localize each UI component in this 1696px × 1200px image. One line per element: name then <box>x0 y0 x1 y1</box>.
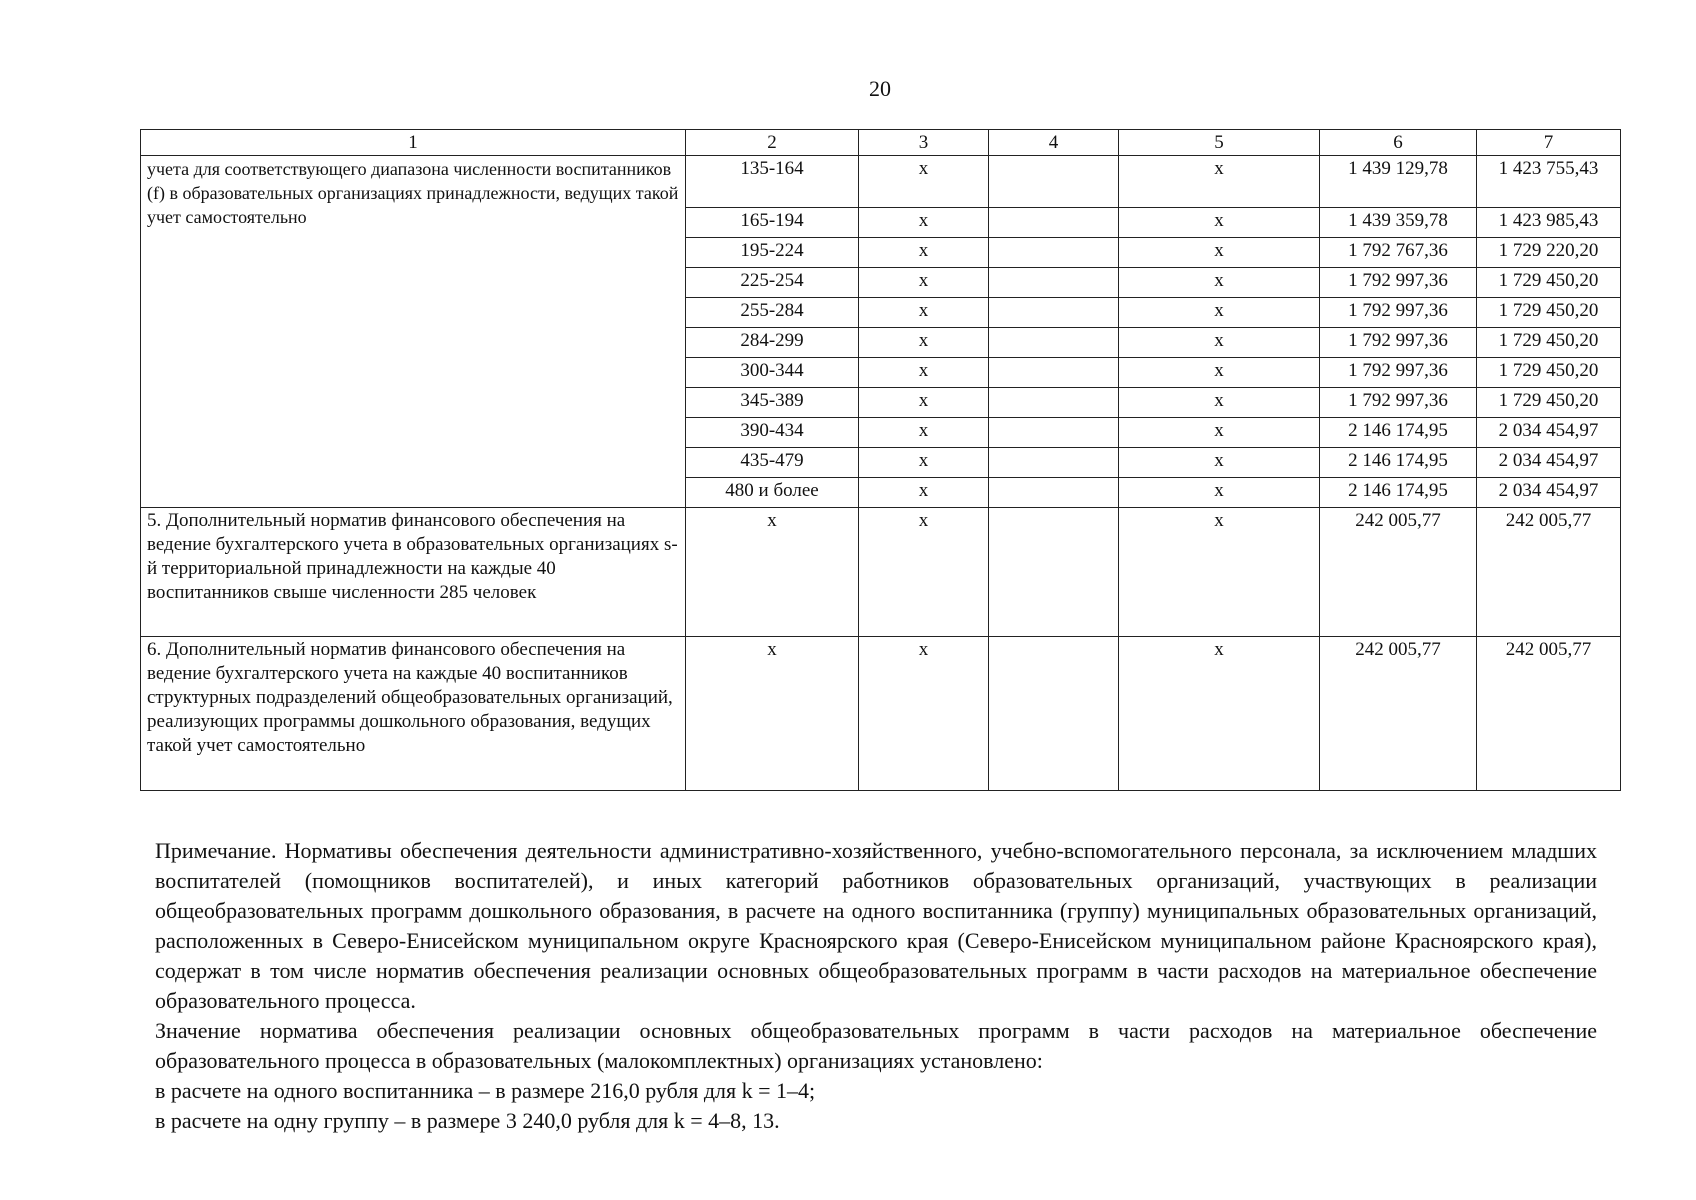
range-cell: 165-194 <box>686 208 859 238</box>
cell-col6: 2 146 174,95 <box>1320 418 1477 448</box>
cell-col7: 2 034 454,97 <box>1477 478 1621 508</box>
cell-col5: x <box>1119 268 1320 298</box>
range-cell: 135-164 <box>686 156 859 208</box>
cell-col6: 1 439 359,78 <box>1320 208 1477 238</box>
cell-col3: x <box>859 238 989 268</box>
cell-col4 <box>989 238 1119 268</box>
col-header-5: 5 <box>1119 130 1320 156</box>
range-cell: 480 и более <box>686 478 859 508</box>
cell-col7: 1 729 450,20 <box>1477 328 1621 358</box>
table-row-6 <box>141 637 1621 791</box>
cell-col7: 1 729 450,20 <box>1477 358 1621 388</box>
cell-col5: x <box>1119 238 1320 268</box>
range-cell: 255-284 <box>686 298 859 328</box>
cell-col5: x <box>1119 448 1320 478</box>
note-line: в расчете на одного воспитанника – в размере 216,0 рубля для k = 1–4; <box>155 1078 816 1103</box>
page-number: 20 <box>869 76 891 101</box>
cell-col7: 2 034 454,97 <box>1477 448 1621 478</box>
row5-col5: x <box>1119 508 1320 637</box>
cell-col7: 1 423 985,43 <box>1477 208 1621 238</box>
range-cell: 435-479 <box>686 448 859 478</box>
note-paragraph: Примечание. Нормативы обеспечения деятельности административно-хозяйственного, учебно-вспомогательного персонала, за исключением младших воспитателей (помощников воспитателей), и иных категорий работников образовательных организаций, участвующих в реализации общеобразовательных программ дошкольного образования, в расчете на одного воспитанника (группу) муниципальных образовательных организаций, расположенных в Северо-Енисейском муниципальном округе Красноярского края (Северо-Енисейском муниципальном районе Красноярского края), содержат в том числе норматив обеспечения реализации основных общеобразовательных программ в части расходов на материальное обеспечение образовательного процесса. <box>155 838 1597 1013</box>
cell-col7: 1 729 450,20 <box>1477 268 1621 298</box>
cell-col3: x <box>859 208 989 238</box>
cell-col6: 1 792 767,36 <box>1320 238 1477 268</box>
cell-col3: x <box>859 478 989 508</box>
cell-col4 <box>989 358 1119 388</box>
cell-col7: 1 729 450,20 <box>1477 298 1621 328</box>
range-cell: 300-344 <box>686 358 859 388</box>
cell-col5: x <box>1119 358 1320 388</box>
cell-col4 <box>989 388 1119 418</box>
cell-col4 <box>989 328 1119 358</box>
cell-col4 <box>989 298 1119 328</box>
cell-col5: x <box>1119 478 1320 508</box>
cell-col3: x <box>859 388 989 418</box>
header-row <box>141 130 1621 156</box>
cell-col4 <box>989 156 1119 208</box>
row6-col6: 242 005,77 <box>1320 637 1477 791</box>
cell-col6: 1 792 997,36 <box>1320 298 1477 328</box>
cell-col3: x <box>859 298 989 328</box>
col-header-7: 7 <box>1477 130 1621 156</box>
cell-col6: 2 146 174,95 <box>1320 448 1477 478</box>
row5-col2: x <box>686 508 859 637</box>
range-cell: 284-299 <box>686 328 859 358</box>
normatives-table <box>140 129 1621 791</box>
cell-col5: x <box>1119 388 1320 418</box>
cell-col5: x <box>1119 156 1320 208</box>
cell-col7: 1 423 755,43 <box>1477 156 1621 208</box>
cell-col7: 1 729 450,20 <box>1477 388 1621 418</box>
cell-col4 <box>989 478 1119 508</box>
row6-description: 6. Дополнительный норматив финансового обеспечения на ведение бухгалтерского учета на каждые 40 воспитанников структурных подразделений общеобразовательных организаций, реализующих программы дошкольного образования, ведущих такой учет самостоятельно <box>141 637 686 791</box>
cell-col3: x <box>859 156 989 208</box>
group-description: учета для соответствующего диапазона численности воспитанников (f) в образовательных организациях принадлежности, ведущих такой учет самостоятельно <box>141 156 686 508</box>
cell-col7: 2 034 454,97 <box>1477 418 1621 448</box>
cell-col4 <box>989 418 1119 448</box>
cell-col5: x <box>1119 418 1320 448</box>
range-cell: 390-434 <box>686 418 859 448</box>
cell-col6: 1 792 997,36 <box>1320 388 1477 418</box>
row5-col4 <box>989 508 1119 637</box>
cell-col6: 2 146 174,95 <box>1320 478 1477 508</box>
cell-col3: x <box>859 328 989 358</box>
cell-col6: 1 792 997,36 <box>1320 328 1477 358</box>
cell-col6: 1 439 129,78 <box>1320 156 1477 208</box>
cell-col3: x <box>859 358 989 388</box>
row5-col3: x <box>859 508 989 637</box>
row6-col7: 242 005,77 <box>1477 637 1621 791</box>
col-header-3: 3 <box>859 130 989 156</box>
col-header-1: 1 <box>141 130 686 156</box>
cell-col3: x <box>859 448 989 478</box>
note-paragraph: Значение норматива обеспечения реализации основных общеобразовательных программ в части расходов на материальное обеспечение образовательного процесса в образовательных (малокомплектных) организациях установлено: <box>155 1018 1597 1073</box>
cell-col5: x <box>1119 298 1320 328</box>
range-cell: 225-254 <box>686 268 859 298</box>
cell-col5: x <box>1119 208 1320 238</box>
note-line: в расчете на одну группу – в размере 3 240,0 рубля для k = 4–8, 13. <box>155 1108 780 1133</box>
cell-col7: 1 729 220,20 <box>1477 238 1621 268</box>
row6-col2: x <box>686 637 859 791</box>
cell-col3: x <box>859 268 989 298</box>
col-header-4: 4 <box>989 130 1119 156</box>
cell-col3: x <box>859 418 989 448</box>
range-cell: 345-389 <box>686 388 859 418</box>
table-row <box>141 156 1621 208</box>
cell-col6: 1 792 997,36 <box>1320 268 1477 298</box>
cell-col4 <box>989 448 1119 478</box>
cell-col5: x <box>1119 328 1320 358</box>
note-block <box>155 836 1597 1136</box>
row6-col4 <box>989 637 1119 791</box>
row5-col7: 242 005,77 <box>1477 508 1621 637</box>
col-header-6: 6 <box>1320 130 1477 156</box>
cell-col4 <box>989 268 1119 298</box>
row6-col3: x <box>859 637 989 791</box>
row6-col5: x <box>1119 637 1320 791</box>
cell-col4 <box>989 208 1119 238</box>
row5-col6: 242 005,77 <box>1320 508 1477 637</box>
cell-col6: 1 792 997,36 <box>1320 358 1477 388</box>
col-header-2: 2 <box>686 130 859 156</box>
range-cell: 195-224 <box>686 238 859 268</box>
table-row-5 <box>141 508 1621 637</box>
row5-description: 5. Дополнительный норматив финансового обеспечения на ведение бухгалтерского учета в образовательных организациях s-й территориальной принадлежности на каждые 40 воспитанников свыше численности 285 человек <box>141 508 686 637</box>
